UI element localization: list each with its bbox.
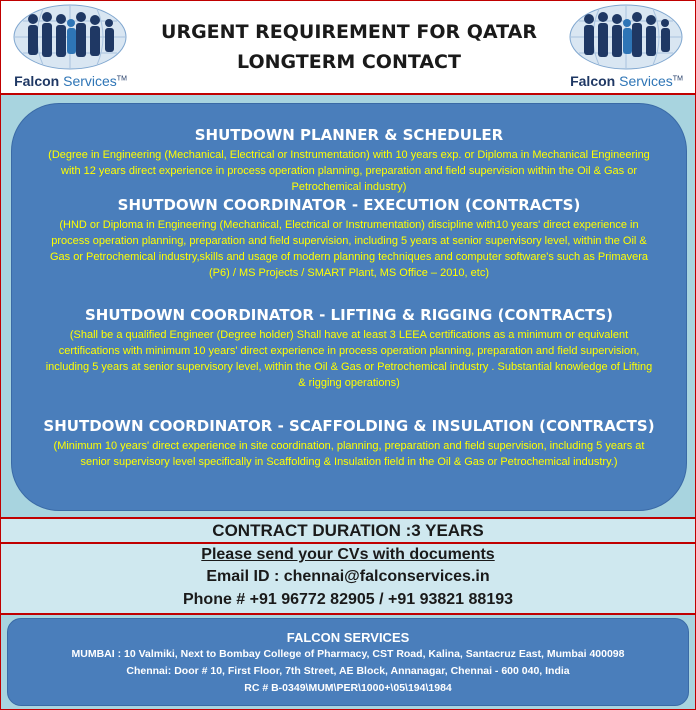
position-planner-scheduler bbox=[42, 126, 656, 195]
position-description: (Shall be a qualified Engineer (Degree holder) Shall have at least 3 LEEA certifications as a minimum or equivalent certifications with minimum 10 years' direct experience in process operation planning, preparation and field supervision, including 5 years at senior supervisory level, within the Oil & Gas or Petrochemical industry . Substantial knowledge of Lifting & rigging operations) bbox=[45, 329, 653, 389]
chennai-address: Chennai: Door # 10, First Floor, 7th Street, AE Block, Annanagar, Chennai - 600 040, India bbox=[126, 665, 570, 677]
position-description: (HND or Diploma in Engineering (Mechanical, Electrical or Instrumentation) discipline with10 years' direct experience in process operation planning, preparation and field supervision, including 5 years at senior supervisory level, within the Oil & Gas or Petrochemical industry,skills and usage of modern planning techniques and computer software's such as Primavera (P6) / MS Projects / SMART Plant, MS Office – 2010, etc) bbox=[49, 219, 649, 279]
position-title: SHUTDOWN COORDINATOR - LIFTING & RIGGING (CONTRACTS) bbox=[84, 306, 614, 324]
footer-section bbox=[1, 615, 695, 709]
position-title: SHUTDOWN COORDINATOR - SCAFFOLDING & INSULATION (CONTRACTS) bbox=[43, 417, 655, 435]
title-line-1: URGENT REQUIREMENT FOR QATAR bbox=[161, 21, 537, 43]
trademark-mark: TM bbox=[116, 75, 127, 83]
positions-panel bbox=[11, 103, 687, 511]
logo-word-falcon: Falcon bbox=[14, 73, 60, 89]
logo-wordmark-left bbox=[3, 73, 138, 89]
positions-section bbox=[1, 95, 695, 519]
title-line-2: LONGTERM CONTACT bbox=[237, 51, 461, 73]
globe-people-icon bbox=[3, 3, 138, 73]
position-description: (Degree in Engineering (Mechanical, Electrical or Instrumentation) with 10 years exp. or Diploma in Mechanical Engineering with 12 years direct experience in process operation planning, preparation and field supervision within the Oil & Gas or Petrochemical industry) bbox=[48, 149, 650, 193]
position-title: SHUTDOWN COORDINATOR - EXECUTION (CONTRACTS) bbox=[117, 196, 581, 214]
logo-word-services: Services bbox=[63, 73, 117, 89]
position-coordinator-execution bbox=[42, 196, 656, 281]
falcon-logo-right bbox=[559, 3, 694, 91]
contact-section bbox=[1, 544, 695, 615]
logo-wordmark-right bbox=[559, 73, 694, 89]
email-text[interactable]: Email ID : chennai@falconservices.in bbox=[206, 568, 490, 585]
mumbai-address: MUMBAI : 10 Valmiki, Next to Bombay College of Pharmacy, CST Road, Kalina, Santacruz East, Mumbai 400098 bbox=[71, 648, 625, 660]
trademark-mark: TM bbox=[672, 75, 683, 83]
position-coordinator-scaffolding-insulation bbox=[42, 417, 656, 470]
position-coordinator-lifting-rigging bbox=[42, 306, 656, 391]
falcon-logo-left bbox=[3, 3, 138, 91]
header bbox=[1, 1, 695, 95]
logo-word-falcon: Falcon bbox=[570, 73, 616, 89]
company-name: FALCON SERVICES bbox=[286, 630, 410, 645]
position-title: SHUTDOWN PLANNER & SCHEDULER bbox=[194, 126, 504, 144]
position-description: (Minimum 10 years' direct experience in site coordination, planning, preparation and field supervision, including 5 years at senior supervisory level specifically in Scaffolding & Insulation field in the Oil & Gas or Petrochemical industry.) bbox=[53, 440, 645, 468]
phone-text[interactable]: Phone # +91 96772 82905 / +91 93821 88193 bbox=[182, 591, 514, 608]
send-cv-text: Please send your CVs with documents bbox=[201, 546, 495, 563]
logo-word-services: Services bbox=[619, 73, 673, 89]
page-title bbox=[141, 17, 557, 77]
registration-number: RC # B-0349\MUM\PER\1000+\05\194\1984 bbox=[244, 682, 452, 694]
globe-people-icon bbox=[559, 3, 694, 73]
footer-panel bbox=[7, 618, 689, 706]
contract-duration: CONTRACT DURATION :3 YEARS bbox=[1, 519, 695, 544]
